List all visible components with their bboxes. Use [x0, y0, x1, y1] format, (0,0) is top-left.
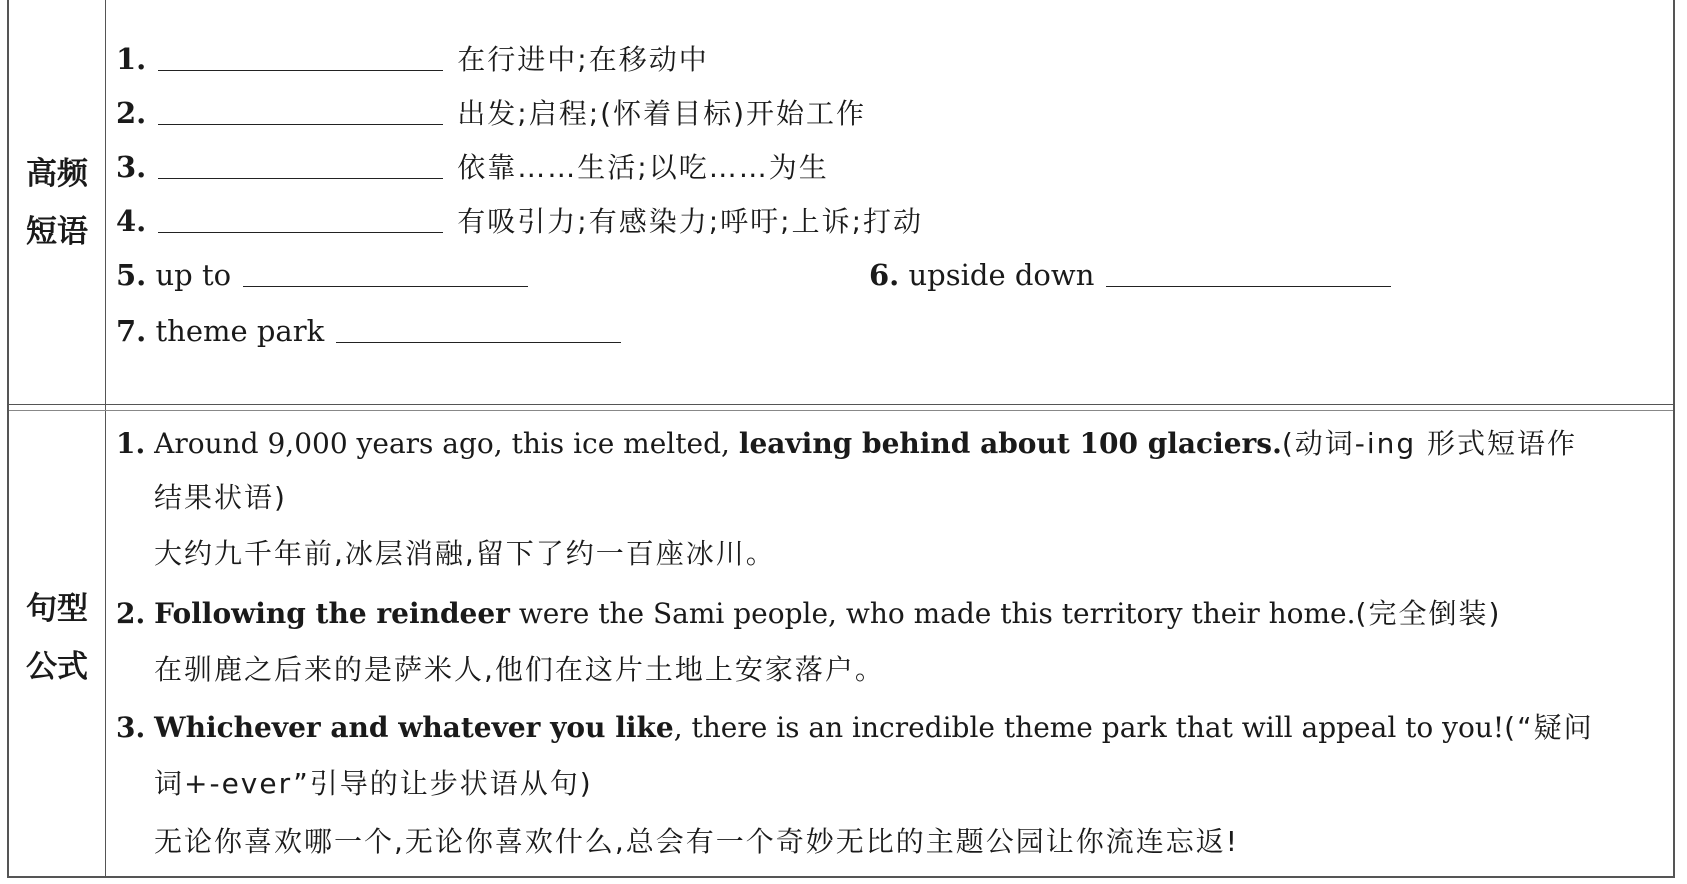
sentence-translation: 无论你喜欢哪一个,无论你喜欢什么,总会有一个奇妙无比的主题公园让你流连忘返!: [154, 825, 1240, 858]
phrase-item-5: [116, 256, 542, 293]
phrase-item-4: [116, 202, 923, 240]
sentence-text: were the Sami people, who made this territory their home.: [509, 597, 1356, 630]
row-divider-inner: [9, 410, 1673, 411]
phrase-english: up to: [155, 258, 232, 292]
phrase-meaning: 在行进中;在移动中: [457, 43, 709, 76]
grammar-note-continued: 词+-ever”引导的让步状语从句): [154, 767, 593, 800]
sentence-1-line1: [116, 426, 1577, 462]
column-divider: [105, 0, 106, 876]
category-phrases-line2: 短语: [26, 214, 88, 250]
phrase-meaning: 依靠……生活;以吃……为生: [457, 151, 829, 184]
category-phrases-line1: 高频: [26, 156, 88, 192]
category-sentences-line1: 句型: [26, 591, 88, 627]
answer-blank[interactable]: [158, 40, 443, 71]
phrase-item-6: [869, 256, 1405, 293]
category-sentences: [9, 580, 105, 696]
category-phrases: [9, 145, 105, 261]
item-number: 1.: [116, 427, 146, 460]
item-number: 2.: [116, 597, 146, 630]
sentence-highlight: leaving behind about 100 glaciers.: [738, 427, 1282, 460]
sentence-highlight: Whichever and whatever you like: [154, 711, 674, 744]
grammar-note: (“疑问: [1504, 711, 1594, 744]
answer-blank[interactable]: [158, 148, 443, 179]
phrase-item-3: [116, 148, 829, 186]
phrase-english: theme park: [155, 314, 325, 348]
phrase-meaning: 出发;启程;(怀着目标)开始工作: [457, 97, 866, 130]
grammar-note: (完全倒装): [1355, 597, 1502, 630]
item-number: 3.: [116, 150, 147, 184]
grammar-note: (动词-ing 形式短语作: [1281, 427, 1578, 460]
item-number: 5.: [116, 258, 147, 292]
item-number: 1.: [116, 42, 147, 76]
sentence-text: Around 9,000 years ago, this ice melted,: [154, 427, 739, 460]
grammar-note-continued: 结果状语): [154, 481, 287, 514]
answer-blank[interactable]: [158, 202, 443, 233]
exercise-table: [7, 0, 1675, 878]
item-number: 4.: [116, 204, 147, 238]
phrase-english: upside down: [908, 258, 1095, 292]
item-number: 6.: [869, 258, 900, 292]
sentence-2-line1: [116, 596, 1501, 632]
answer-blank[interactable]: [336, 312, 621, 343]
sentence-translation: 在驯鹿之后来的是萨米人,他们在这片土地上安家落户。: [154, 653, 885, 686]
item-number: 7.: [116, 314, 147, 348]
item-number: 3.: [116, 711, 146, 744]
phrase-item-2: [116, 94, 866, 132]
item-number: 2.: [116, 96, 147, 130]
sentence-translation: 大约九千年前,冰层消融,留下了约一百座冰川。: [154, 537, 776, 570]
category-sentences-line2: 公式: [26, 649, 88, 685]
phrase-meaning: 有吸引力;有感染力;呼吁;上诉;打动: [457, 205, 924, 238]
sentence-text: , there is an incredible theme park that will appeal to you!: [673, 711, 1505, 744]
answer-blank[interactable]: [158, 94, 443, 125]
answer-blank[interactable]: [243, 256, 528, 287]
sentence-highlight: Following the reindeer: [154, 597, 510, 630]
sentence-3-line1: [116, 710, 1594, 746]
phrase-item-7: [116, 312, 635, 349]
row-divider: [9, 404, 1673, 405]
phrase-item-1: [116, 40, 709, 78]
answer-blank[interactable]: [1106, 256, 1391, 287]
